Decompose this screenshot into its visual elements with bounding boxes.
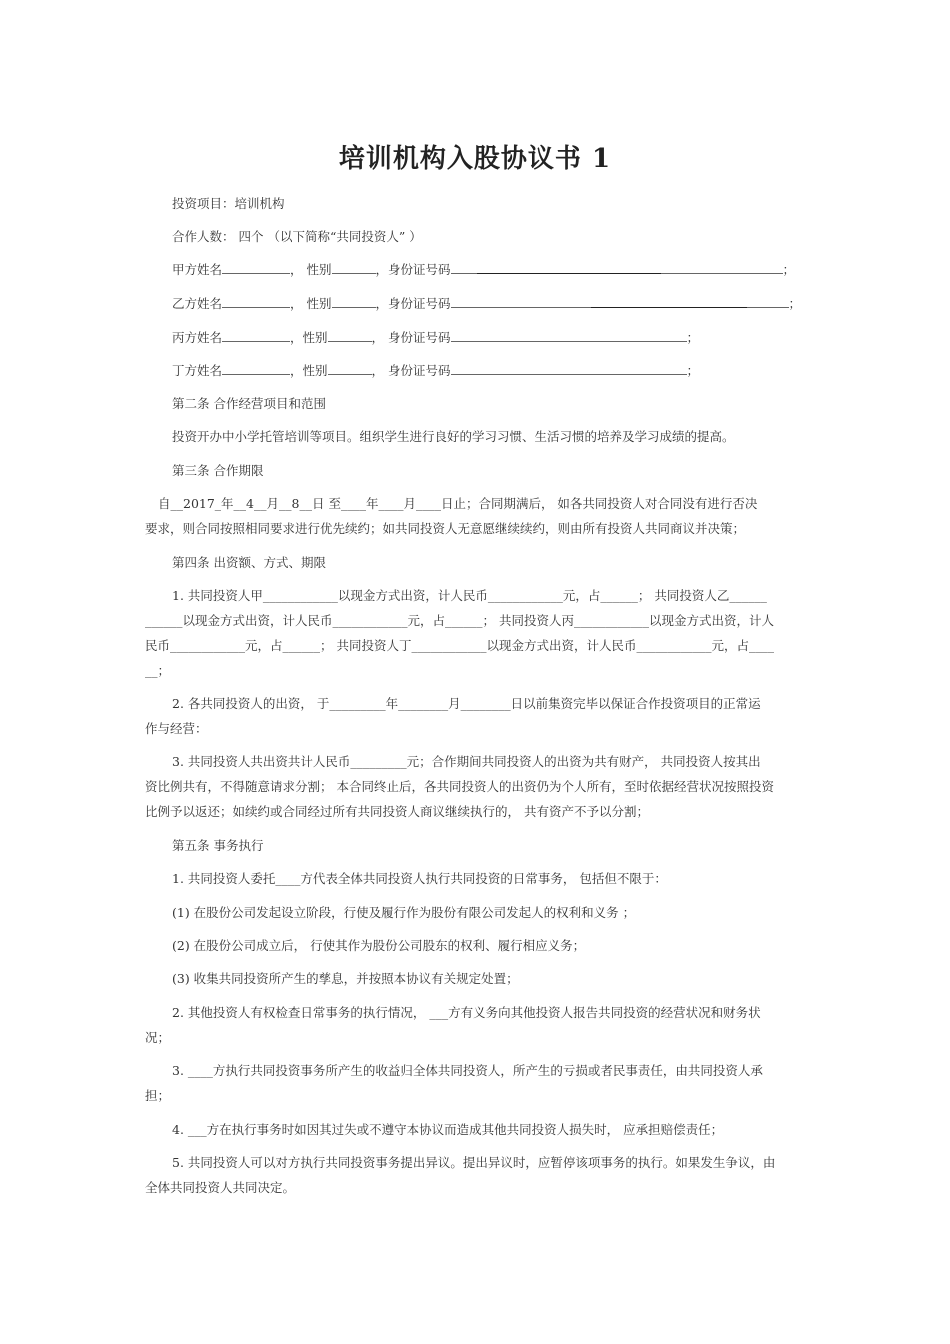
party-a-row — [172, 257, 837, 282]
party-c-sex-blank[interactable] — [328, 327, 372, 342]
party-b-end: ； — [788, 296, 802, 311]
article-5-item-2-line-1: 2. 其他投资人有权检查日常事务的执行情况， ___方有义务向其他投资人报告共同投资的经营状况和财务状 — [172, 1005, 761, 1020]
article-2-title: 第二条 合作经营项目和范围 — [172, 396, 326, 411]
article-3-line-2: 要求，则合同按照相同要求进行优先续约；如共同投资人无意愿继续续约，则由所有投资人共同商议并决策； — [145, 521, 746, 536]
investment-project: 投资项目：培训机构 — [172, 196, 285, 211]
party-a-name-label: 甲方姓名 — [172, 262, 223, 277]
party-c-end: ； — [686, 330, 700, 345]
party-b-id-blank-1[interactable] — [451, 293, 591, 308]
article-5-item-3-line-1: 3. ____方执行共同投资事务所产生的收益归全体共同投资人，所产生的亏损或者民事责任，由共同投资人承 — [172, 1063, 763, 1078]
party-a-id-blank-1[interactable] — [451, 259, 477, 274]
article-3-line-1: 自__2017_年__4__月__8__日 至____年____月____日止；合同期满后， 如各共同投资人对合同没有进行否决 — [158, 496, 758, 511]
article-4-p3-line-3: 比例予以返还；如续约或合同经过所有共同投资人商议继续执行的， 共有资产不予以分割； — [145, 804, 649, 819]
article-5-title: 第五条 事务执行 — [172, 838, 264, 853]
party-b-row — [172, 291, 837, 316]
article-5-item-2-line-2: 况； — [145, 1030, 171, 1045]
party-a-name-blank[interactable] — [222, 259, 290, 274]
article-3-title: 第三条 合作期限 — [172, 463, 264, 478]
party-b-name-label: 乙方姓名 — [172, 296, 223, 311]
party-d-name-blank[interactable] — [222, 360, 290, 375]
article-5-item-1b: (2) 在股份公司成立后， 行使其作为股份公司股东的权利、履行相应义务； — [172, 938, 586, 953]
article-4-title: 第四条 出资额、方式、期限 — [172, 555, 326, 570]
article-5-item-1a: (1) 在股份公司发起设立阶段，行使及履行作为股份有限公司发起人的权利和义务 ； — [172, 905, 636, 920]
party-b-sex-label: ， 性别 — [290, 296, 332, 311]
article-5-item-5-line-2: 全体共同投资人共同决定。 — [145, 1180, 296, 1195]
party-a-id-blank-2[interactable] — [477, 259, 661, 274]
article-4-p3-line-1: 3. 共同投资人共出资共计人民币_________元；合作期间共同投资人的出资为共有财产， 共同投资人按其出 — [172, 754, 761, 769]
article-4-p1-line-2: ______以现金方式出资，计人民币____________元，占______； 共同投资人丙____________以现金方式出资，计人 — [145, 613, 774, 628]
party-d-name-label: 丁方姓名 — [172, 363, 223, 378]
party-c-row — [172, 325, 837, 350]
article-5-item-4: 4. ___方在执行事务时如因其过失或不遵守本协议而造成其他共同投资人损失时， 应承担赔偿责任； — [172, 1122, 724, 1137]
article-4-p1-line-4: __； — [145, 663, 171, 678]
party-b-id-label: ，身份证号码 — [375, 296, 451, 311]
party-c-name-blank[interactable] — [222, 327, 290, 342]
party-d-row — [172, 358, 837, 383]
article-4-p2-line-1: 2. 各共同投资人的出资， 于_________年________月________日以前集资完毕以保证合作投资项目的正常运 — [172, 696, 761, 711]
article-4-p2-line-2: 作与经营： — [145, 721, 208, 736]
article-5-item-1c: (3) 收集共同投资所产生的孳息，并按照本协议有关规定处置； — [172, 971, 519, 986]
party-c-id-blank[interactable] — [451, 327, 687, 342]
partner-count: 合作人数： 四个 （以下简称“共同投资人” ） — [172, 229, 422, 244]
article-5-item-1: 1. 共同投资人委托____方代表全体共同投资人执行共同投资的日常事务， 包括但不限于： — [172, 871, 667, 886]
party-a-id-blank-3[interactable] — [661, 259, 783, 274]
article-4-p1-line-3: 民币____________元，占______； 共同投资人丁____________以现金方式出资，计人民币____________元，占____ — [145, 638, 774, 653]
party-a-sex-label: ， 性别 — [290, 262, 332, 277]
article-5-item-3-line-2: 担； — [145, 1088, 171, 1103]
party-a-id-label: ，身份证号码 — [375, 262, 451, 277]
page-title: 培训机构入股协议书 1 — [338, 144, 612, 174]
party-a-sex-blank[interactable] — [332, 259, 376, 274]
party-c-name-label: 丙方姓名 — [172, 330, 223, 345]
article-4-p3-line-2: 资比例共有，不得随意请求分割； 本合同终止后，各共同投资人的出资仍为个人所有，至时依据经营状况按照投资 — [145, 779, 774, 794]
party-d-id-blank[interactable] — [451, 360, 687, 375]
party-a-end: ； — [782, 262, 796, 277]
party-c-id-label: ， 身份证号码 — [371, 330, 451, 345]
party-b-name-blank[interactable] — [222, 293, 290, 308]
party-b-id-blank-3[interactable] — [747, 293, 789, 308]
party-b-sex-blank[interactable] — [332, 293, 376, 308]
party-b-id-blank-2[interactable] — [591, 293, 747, 308]
party-d-end: ； — [686, 363, 700, 378]
article-5-item-5-line-1: 5. 共同投资人可以对方执行共同投资事务提出异议。提出异议时，应暂停该项事务的执行。如果发生争议，由 — [172, 1155, 776, 1170]
article-4-p1-line-1: 1. 共同投资人甲____________以现金方式出资，计人民币____________元，占______； 共同投资人乙______ — [172, 588, 767, 603]
party-d-sex-label: ，性别 — [290, 363, 328, 378]
party-d-id-label: ， 身份证号码 — [371, 363, 451, 378]
party-c-sex-label: ，性别 — [290, 330, 328, 345]
article-2-text: 投资开办中小学托管培训等项目。组织学生进行良好的学习习惯、生活习惯的培养及学习成绩的提高。 — [172, 429, 735, 444]
party-d-sex-blank[interactable] — [328, 360, 372, 375]
